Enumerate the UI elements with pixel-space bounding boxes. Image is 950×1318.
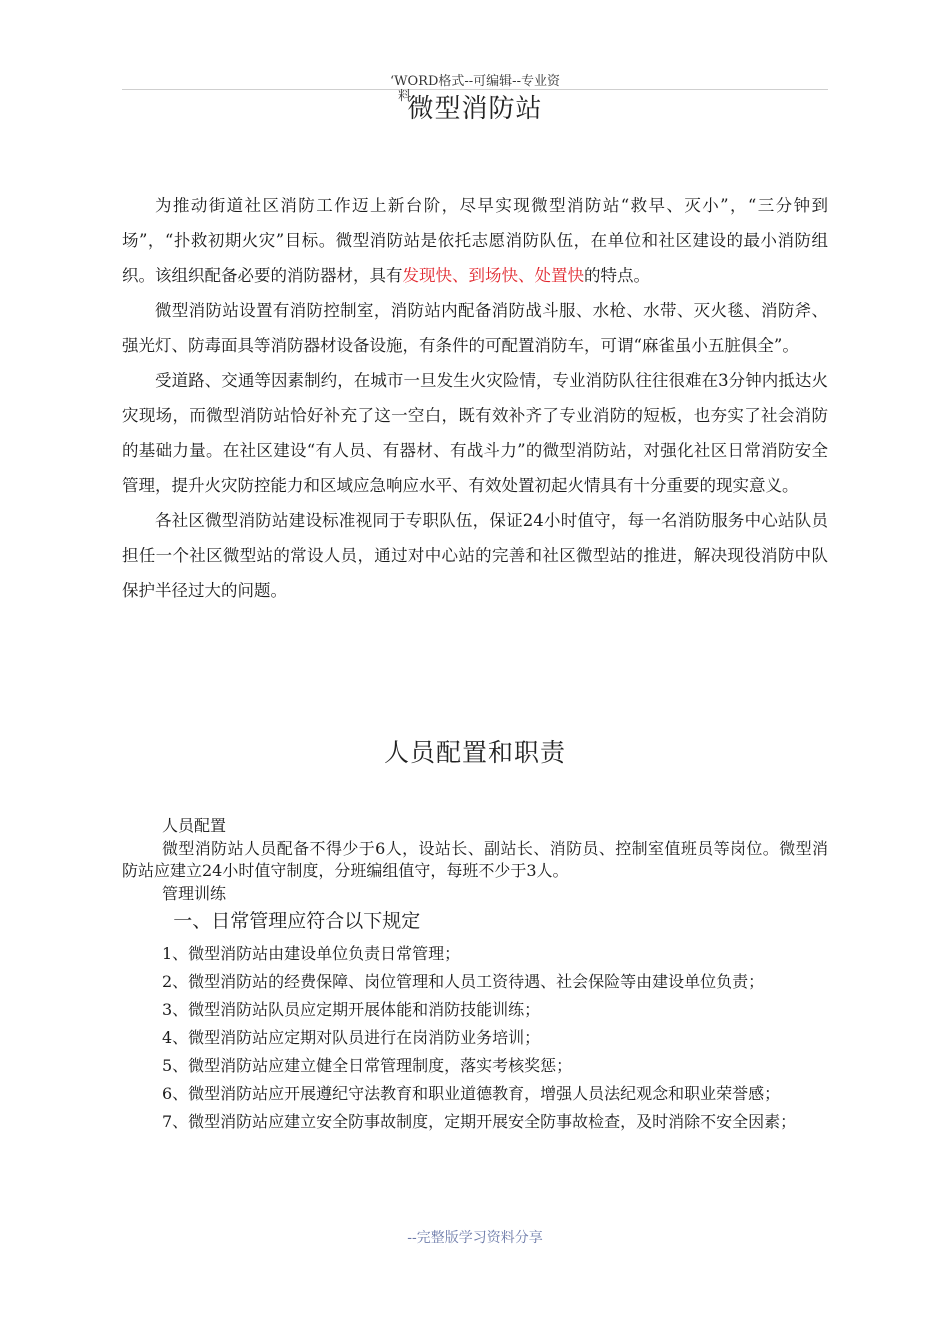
highlight-arrive-fast: 到场快 bbox=[468, 266, 518, 285]
training-label: 管理训练 bbox=[162, 884, 227, 903]
section-title: 人员配置和职责 bbox=[383, 738, 566, 767]
paragraph-3: 受道路、交通等因素制约，在城市一旦发生火灾险情，专业消防队往往很难在3分钟内抵达火灾现场，而微型消防站恰好补充了这一空白，既有效补齐了专业消防的短板，也夯实了社会消防的基础力量。在社区建设“有人员、有器材、有战斗力”的微型消防站，对强化社区日常消防安全管理，提升火灾防控能力和区域应急响应水平、有效处置初起火情具有十分重要的现实意义。 bbox=[122, 371, 828, 495]
document-title: 微型消防站 bbox=[407, 94, 543, 124]
staffing-section bbox=[122, 814, 828, 1138]
staffing-text: 微型消防站人员配备不得少于6人，设站长、副站长、消防员、控制室值班员等岗位。微型消防站应建立24小时值守制度，分班编组值守，每班不少于3人。 bbox=[122, 839, 828, 880]
page-footer: --完整版学习资料分享 bbox=[407, 1230, 543, 1246]
header-divider bbox=[122, 89, 828, 90]
rule-item-2: 2、微型消防站的经费保障、岗位管理和人员工资待遇、社会保险等由建设单位负责； bbox=[162, 972, 765, 991]
page-header-overflow: 料 bbox=[398, 89, 412, 104]
rule-item-6: 6、微型消防站应开展遵纪守法教育和职业道德教育，增强人员法纪观念和职业荣誉感； bbox=[162, 1084, 781, 1103]
highlight-discover-fast: 发现快 bbox=[402, 266, 452, 285]
rule-item-5: 5、微型消防站应建立健全日常管理制度，落实考核奖惩； bbox=[162, 1056, 573, 1075]
intro-paragraphs bbox=[122, 188, 828, 608]
rule-item-3: 3、微型消防站队员应定期开展体能和消防技能训练； bbox=[162, 1000, 541, 1019]
staffing-label: 人员配置 bbox=[162, 816, 227, 835]
rule-item-7: 7、微型消防站应建立安全防事故制度，定期开展安全防事故检查，及时消除不安全因素； bbox=[162, 1112, 797, 1131]
highlight-handle-fast: 处置快 bbox=[534, 266, 584, 285]
paragraph-2: 微型消防站设置有消防控制室，消防站内配备消防战斗服、水枪、水带、灭火毯、消防斧、强光灯、防毒面具等消防器材设备设施，有条件的可配置消防车，可谓“麻雀虽小五脏俱全”。 bbox=[122, 301, 828, 355]
paragraph-4: 各社区微型消防站建设标准视同于专职队伍，保证24小时值守，每一名消防服务中心站队员担任一个社区微型站的常设人员，通过对中心站的完善和社区微型站的推进，解决现役消防中队保护半径过大的问题。 bbox=[122, 511, 828, 600]
rule-item-1: 1、微型消防站由建设单位负责日常管理； bbox=[162, 944, 461, 963]
paragraph-1: 为推动街道社区消防工作迈上新台阶，尽早实现微型消防站“救早、灭小”，“三分钟到场”，“扑救初期火灾”目标。微型消防站是依托志愿消防队伍，在单位和社区建设的最小消防组织。该组织配备必要的消防器材，具有发现快、到场快、处置快的特点。 bbox=[122, 196, 828, 285]
rules-heading: 一、日常管理应符合以下规定 bbox=[173, 910, 421, 932]
rule-item-4: 4、微型消防站应定期对队员进行在岗消防业务培训； bbox=[162, 1028, 541, 1047]
page-header: ‘WORD格式--可编辑--专业资 bbox=[390, 74, 560, 89]
